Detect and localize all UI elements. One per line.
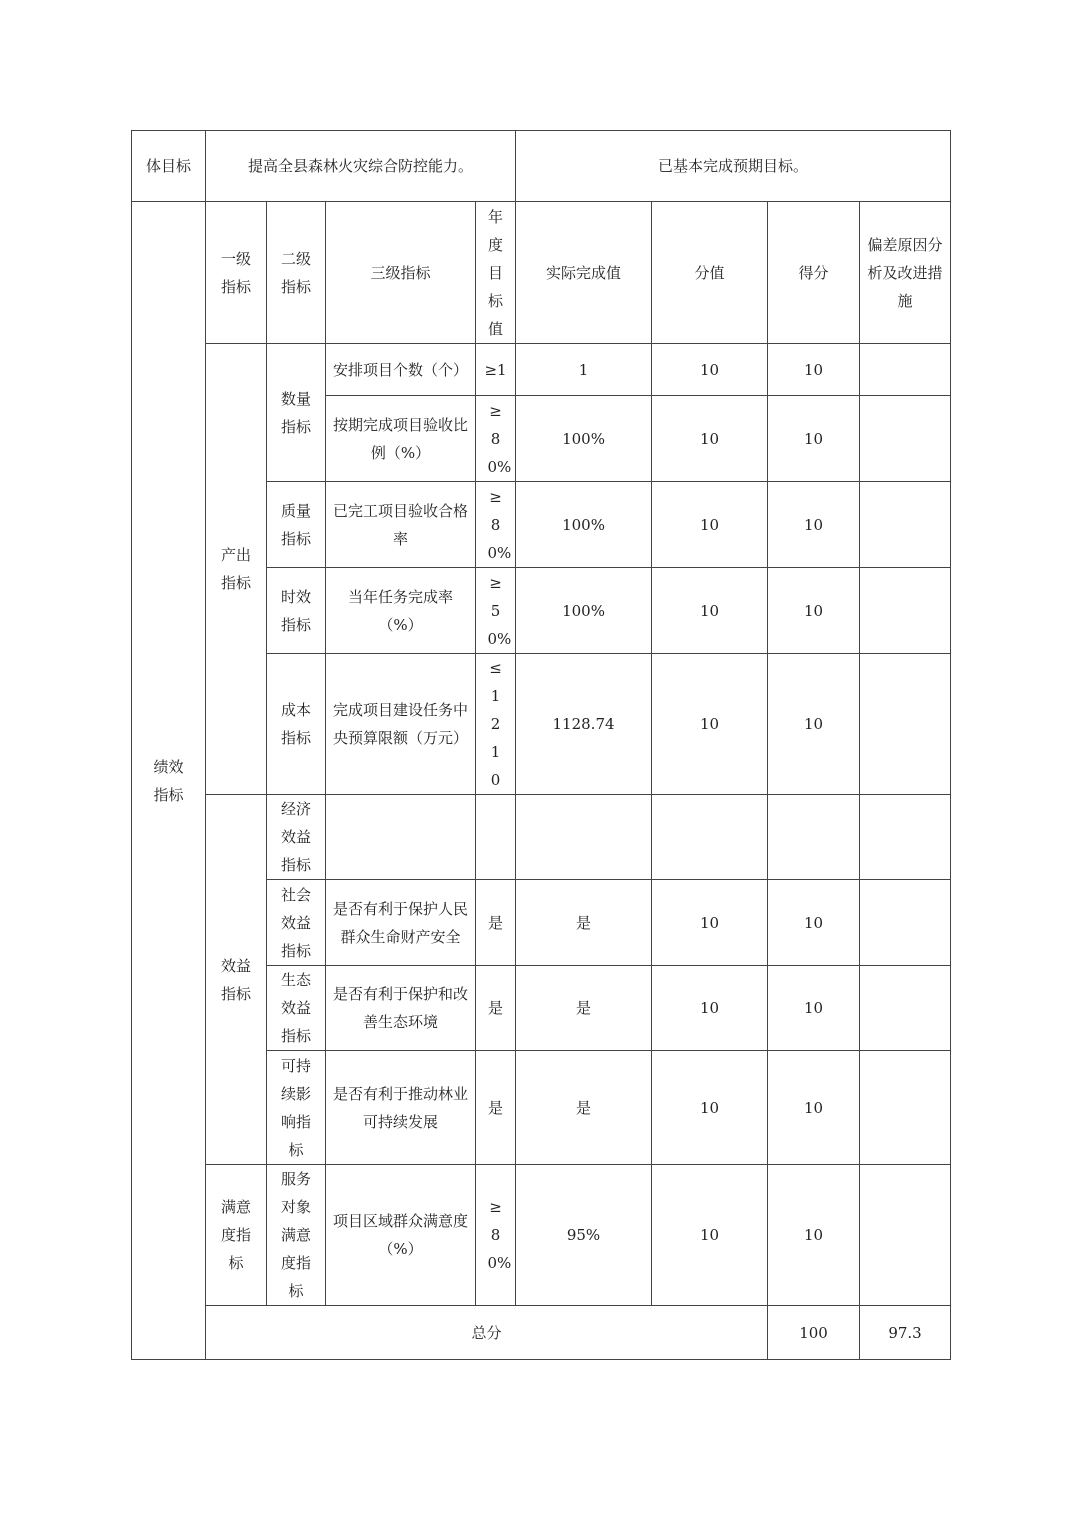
actual-cell: 100% (516, 482, 652, 568)
weight-cell: 10 (652, 482, 768, 568)
indicator-cell: 是否有利于保护和改善生态环境 (326, 966, 476, 1051)
note-cell (860, 1165, 951, 1306)
score-cell: 10 (768, 482, 860, 568)
target-cell: ≤1210 (476, 654, 516, 795)
target-cell: ≥80% (476, 1165, 516, 1306)
indicator-cell: 当年任务完成率（%） (326, 568, 476, 654)
target-cell: ≥80% (476, 482, 516, 568)
target-cell: ≥80% (476, 396, 516, 482)
weight-cell: 10 (652, 654, 768, 795)
note-cell (860, 482, 951, 568)
note-cell (860, 1051, 951, 1165)
weight-cell: 10 (652, 568, 768, 654)
table-row (132, 344, 951, 396)
target-cell: ≥1 (476, 344, 516, 396)
score-cell: 10 (768, 654, 860, 795)
perf-label: 绩效指标 (132, 202, 206, 1360)
score-cell: 10 (768, 396, 860, 482)
indicator-cell (326, 795, 476, 880)
weight-cell: 10 (652, 1051, 768, 1165)
target-cell: 是 (476, 1051, 516, 1165)
indicator-cell: 完成项目建设任务中央预算限额（万元） (326, 654, 476, 795)
group-output: 产出指标 (206, 344, 267, 795)
total-label: 总分 (206, 1306, 768, 1360)
header-level1: 一级指标 (206, 202, 267, 344)
weight-cell (652, 795, 768, 880)
actual-cell: 100% (516, 568, 652, 654)
score-cell (768, 795, 860, 880)
target-cell (476, 795, 516, 880)
subgroup-quality: 质量指标 (267, 482, 326, 568)
header-actual: 实际完成值 (516, 202, 652, 344)
target-cell: 是 (476, 880, 516, 966)
note-cell (860, 396, 951, 482)
header-weight: 分值 (652, 202, 768, 344)
header-level3: 三级指标 (326, 202, 476, 344)
score-cell: 10 (768, 880, 860, 966)
score-cell: 10 (768, 1051, 860, 1165)
note-cell (860, 795, 951, 880)
score-cell: 10 (768, 1165, 860, 1306)
indicator-cell: 项目区域群众满意度（%） (326, 1165, 476, 1306)
indicator-cell: 按期完成项目验收比例（%） (326, 396, 476, 482)
weight-cell: 10 (652, 396, 768, 482)
note-cell (860, 966, 951, 1051)
actual-cell: 95% (516, 1165, 652, 1306)
subgroup-sustainable: 可持续影响指标 (267, 1051, 326, 1165)
table-row (132, 795, 951, 880)
subgroup-quantity: 数量指标 (267, 344, 326, 482)
header-level2: 二级指标 (267, 202, 326, 344)
indicator-cell: 是否有利于保护人民群众生命财产安全 (326, 880, 476, 966)
note-cell (860, 568, 951, 654)
actual-cell: 1 (516, 344, 652, 396)
actual-cell: 1128.74 (516, 654, 652, 795)
weight-cell: 10 (652, 966, 768, 1051)
goal-completion: 已基本完成预期目标。 (516, 131, 951, 202)
subgroup-social: 社会效益指标 (267, 880, 326, 966)
target-cell: ≥50% (476, 568, 516, 654)
goal-row (132, 131, 951, 202)
header-deviation: 偏差原因分析及改进措施 (860, 202, 951, 344)
actual-cell: 是 (516, 966, 652, 1051)
subgroup-service: 服务对象满意度指标 (267, 1165, 326, 1306)
subgroup-ecological: 生态效益指标 (267, 966, 326, 1051)
goal-label: 体目标 (132, 131, 206, 202)
note-cell (860, 344, 951, 396)
weight-cell: 10 (652, 1165, 768, 1306)
actual-cell: 是 (516, 880, 652, 966)
indicator-cell: 已完工项目验收合格率 (326, 482, 476, 568)
weight-cell: 10 (652, 344, 768, 396)
goal-target: 提高全县森林火灾综合防控能力。 (206, 131, 516, 202)
actual-cell (516, 795, 652, 880)
header-annual-target: 年度目标值 (476, 202, 516, 344)
indicator-cell: 是否有利于推动林业可持续发展 (326, 1051, 476, 1165)
score-cell: 10 (768, 966, 860, 1051)
actual-cell: 是 (516, 1051, 652, 1165)
total-row (132, 1306, 951, 1360)
header-score: 得分 (768, 202, 860, 344)
indicator-cell: 安排项目个数（个） (326, 344, 476, 396)
note-cell (860, 880, 951, 966)
score-cell: 10 (768, 344, 860, 396)
performance-table (131, 130, 951, 1360)
header-row (132, 202, 951, 344)
group-satisfaction: 满意度指标 (206, 1165, 267, 1306)
subgroup-timeliness: 时效指标 (267, 568, 326, 654)
score-cell: 10 (768, 568, 860, 654)
total-score: 97.3 (860, 1306, 951, 1360)
subgroup-economic: 经济效益指标 (267, 795, 326, 880)
target-cell: 是 (476, 966, 516, 1051)
weight-cell: 10 (652, 880, 768, 966)
subgroup-cost: 成本指标 (267, 654, 326, 795)
total-weight: 100 (768, 1306, 860, 1360)
actual-cell: 100% (516, 396, 652, 482)
note-cell (860, 654, 951, 795)
group-benefit: 效益指标 (206, 795, 267, 1165)
table-row (132, 1165, 951, 1306)
